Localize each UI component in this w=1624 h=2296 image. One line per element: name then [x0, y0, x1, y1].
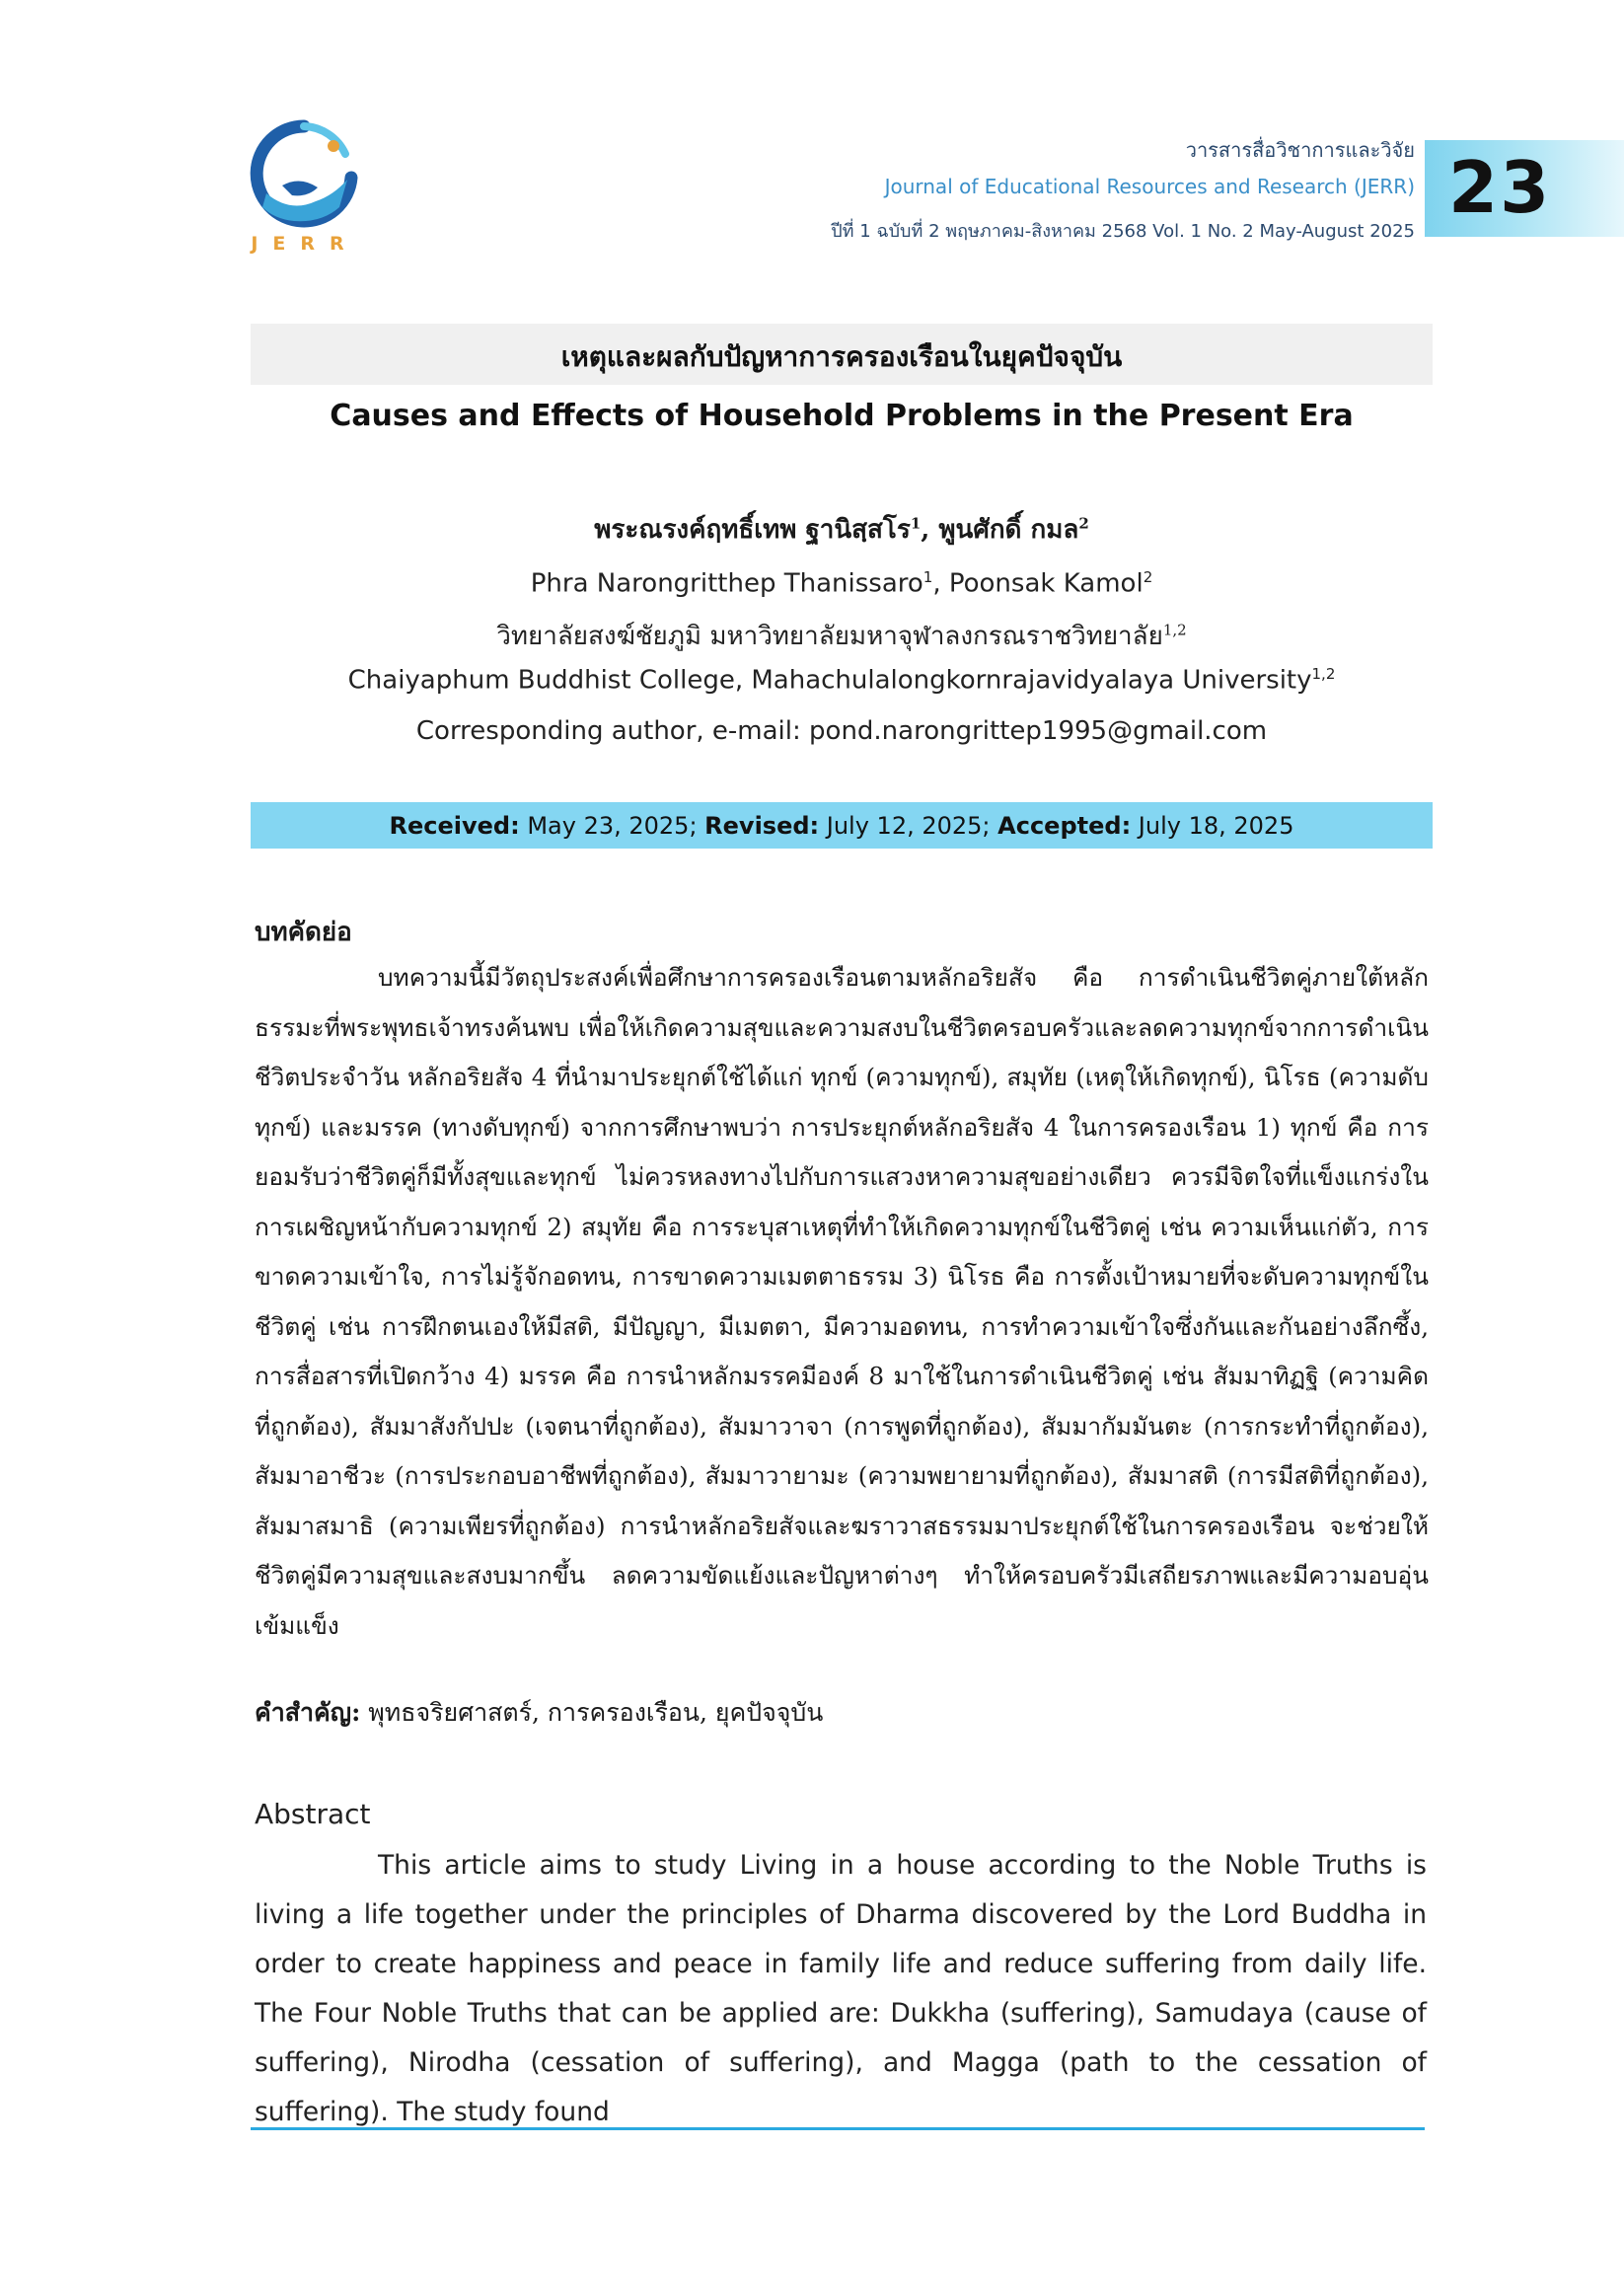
abstract-heading-english: Abstract — [255, 1798, 371, 1830]
abstract-body-thai: บทความนี้มีวัตถุประสงค์เพื่อศึกษาการครองเรือนตามหลักอริยสัจ คือ การดำเนินชีวิตคู่ภายใต้หลักธรรมะที่พระพุทธเจ้าทรงค้นพบ เพื่อให้เกิดความสุขและความสงบในชีวิตครอบครัวและลดความทุกข์จากการดำเนินชีวิตประจำวัน หลักอริยสัจ 4 ที่นำมาประยุกต์ใช้ได้แก่ ทุกข์ (ความทุกข์), สมุทัย (เหตุให้เกิดทุกข์), นิโรธ (ความดับทุกข์) และมรรค (ทางดับทุกข์) จากการศึกษาพบว่า การประยุกต์หลักอริยสัจ 4 ในการครองเรือน 1) ทุกข์ คือ การยอมรับว่าชีวิตคู่ก็มีทั้งสุขและทุกข์ ไม่ควรหลงทางไปกับการแสวงหาความสุขอย่างเดียว ควรมีจิตใจที่แข็งแกร่งในการเผชิญหน้ากับความทุกข์ 2) สมุทัย คือ การระบุสาเหตุที่ทำให้เกิดความทุกข์ในชีวิตคู่ เช่น ความเห็นแก่ตัว, การขาดความเข้าใจ, การไม่รู้จักอดทน, การขาดความเมตตาธรรม 3) นิโรธ คือ การตั้งเป้าหมายที่จะดับความทุกข์ในชีวิตคู่ เช่น การฝึกตนเองให้มีสติ, มีปัญญา, มีเมตตา, มีความอดทน, การทำความเข้าใจซึ่งกันและกันอย่างลึกซึ้ง, การสื่อสารที่เปิดกว้าง 4) มรรค คือ การนำหลักมรรคมีองค์ 8 มาใช้ในการดำเนินชีวิตคู่ เช่น สัมมาทิฏฐิ (ความคิดที่ถูกต้อง), สัมมาสังกัปปะ (เจตนาที่ถูกต้อง), สัมมาวาจา (การพูดที่ถูกต้อง), สัมมากัมมันตะ (การกระทำที่ถูกต้อง), สัมมาอาชีวะ (การประกอบอาชีพที่ถูกต้อง), สัมมาวายามะ (ความพยายามที่ถูกต้อง), สัมมาสติ (การมีสติที่ถูกต้อง), สัมมาสมาธิ (ความเพียรที่ถูกต้อง) การนำหลักอริยสัจและฆราวาสธรรมมาประยุกต์ใช้ในการครองเรือน จะช่วยให้ชีวิตคู่มีความสุขและสงบมากขึ้น ลดความขัดแย้งและปัญหาต่างๆ ทำให้ครอบครัวมีเสถียรภาพและมีความอบอุ่นเข้มแข็ง — [255, 963, 1429, 1640]
received-label: Received: — [389, 812, 520, 840]
accepted-label: Accepted: — [997, 812, 1132, 840]
author-eng-2-sup: 2 — [1143, 568, 1153, 586]
author-thai-2-sup: 2 — [1078, 514, 1089, 533]
logo-text: JERR — [251, 233, 359, 255]
author-eng-1: Phra Narongritthep Thanissaro — [530, 568, 923, 599]
keywords-list: พุทธจริยศาสตร์, การครองเรือน, ยุคปัจจุบัน — [360, 1698, 824, 1727]
revised-label: Revised: — [704, 812, 820, 840]
revised-date: July 12, 2025; — [819, 812, 998, 840]
corresponding-author: Corresponding author, e-mail: pond.narongrittep1995@gmail.com — [415, 716, 1268, 746]
footer-rule — [251, 2127, 1425, 2130]
author-eng-2: , Poonsak Kamol — [932, 568, 1144, 599]
authors-english — [251, 568, 1433, 599]
keywords-label: คำสำคัญ: — [255, 1698, 361, 1727]
abstract-body-english: This article aims to study Living in a house according to the Noble Truths is living a life together under the principles of Dharma discovered by the Lord Buddha in order to create happiness and peace in family life and reduce suffering from daily life. The Four Noble Truths that can be applied are: Dukkha (suffering), Samudaya (cause of suffering), Nirodha (cessation of suffering), and Magga (path to the cessation of suffering). The study found — [255, 1850, 1427, 2127]
journal-title-english: Journal of Educational Resources and Research (JERR) — [884, 175, 1415, 198]
journal-volume: ปีที่ 1 ฉบับที่ 2 พฤษภาคม-สิงหาคม 2568 Vol. 1 No. 2 May-August 2025 — [831, 221, 1415, 242]
affiliation-thai-text: วิทยาลัยสงฆ์ชัยภูมิ มหาวิทยาลัยมหาจุฬาลงกรณราชวิทยาลัย — [496, 622, 1163, 651]
affiliation-thai — [251, 616, 1433, 656]
accepted-date: July 18, 2025 — [1131, 812, 1294, 840]
author-thai-1-sup: 1 — [910, 514, 922, 533]
author-thai-2: , พูนศักดิ์ กมล — [921, 515, 1079, 545]
affiliation-thai-sup: 1,2 — [1162, 621, 1187, 639]
page-number: 23 — [1448, 146, 1552, 229]
keywords-thai — [255, 1693, 823, 1733]
journal-title-thai: วารสารสื่อวิชาการและวิจัย — [1185, 138, 1415, 162]
affiliation-english — [251, 665, 1433, 696]
abstract-heading-thai: บทคัดย่อ — [255, 918, 352, 947]
authors-thai — [251, 509, 1433, 550]
affiliation-eng-sup: 1,2 — [1311, 665, 1336, 683]
article-title-english: Causes and Effects of Household Problems in the Present Era — [330, 399, 1354, 433]
article-dates — [251, 812, 1433, 840]
page-number-tab — [1425, 140, 1624, 237]
received-date: May 23, 2025; — [519, 812, 705, 840]
author-thai-1: พระณรงค์ฤทธิ์เทพ ฐานิสฺสโร — [594, 515, 911, 545]
affiliation-eng-text: Chaiyaphum Buddhist College, Mahachulalongkornrajavidyalaya University — [347, 665, 1312, 696]
article-title-thai: เหตุและผลกับปัญหาการครองเรือนในยุคปัจจุบัน — [560, 340, 1123, 373]
author-eng-1-sup: 1 — [923, 568, 933, 586]
